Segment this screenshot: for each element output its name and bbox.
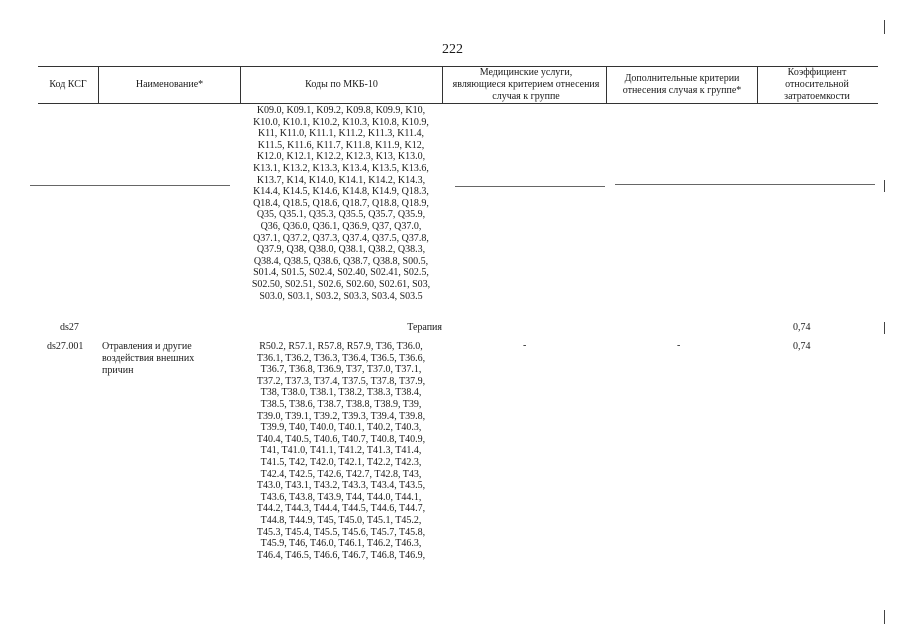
header-extra-criteria: Дополнительные критерии отнесения случая к группе* (622, 72, 742, 96)
code-line: K11.5, K11.6, K11.7, K11.8, K11.9, K12, (257, 139, 425, 151)
code-line: T43.6, T43.8, T43.9, T44, T44.0, T44.1, (260, 491, 422, 503)
code-line: T41, T41.0, T41.1, T41.2, T41.3, T41.4, (260, 445, 422, 457)
scan-artifact-mark (884, 610, 885, 624)
code-line: S01.4, S01.5, S02.4, S02.40, S02.41, S02.5, (253, 267, 429, 279)
code-line: T38, T38.0, T38.1, T38.2, T38.3, T38.4, (260, 387, 422, 399)
code-line: Q35, Q35.1, Q35.3, Q35.5, Q35.7, Q35.9, (256, 209, 426, 221)
code-line: T39.0, T39.1, T39.2, T39.3, T39.4, T39.8, (256, 410, 426, 422)
code-line: Q37.1, Q37.2, Q37.3, Q37.4, Q37.5, Q37.8, (253, 232, 429, 244)
code-line: K12.0, K12.1, K12.2, K12.3, K13, K13.0, (256, 151, 426, 163)
code-line: K09.0, K09.1, K09.2, K09.8, K09.9, K10, (256, 105, 426, 116)
continuation-codes-cell (240, 105, 442, 302)
header-bottom-rule (38, 103, 878, 104)
scan-artifact-line (455, 186, 605, 187)
item-name-line: Отравления и другие (102, 341, 192, 352)
page-number: 222 (442, 42, 463, 57)
item-codes-cell (240, 341, 442, 561)
scan-artifact-mark (884, 180, 885, 192)
code-line: K13.7, K14, K14.0, K14.1, K14.2, K14.3, (256, 174, 426, 186)
code-line: R50.2, R57.1, R57.8, R57.9, T36, T36.0, (259, 341, 423, 352)
code-line: T43.0, T43.1, T43.2, T43.3, T43.4, T43.5, (256, 480, 426, 492)
column-divider (442, 66, 443, 103)
code-line: T36.1, T36.2, T36.3, T36.4, T36.5, T36.6, (256, 352, 426, 364)
column-divider (606, 66, 607, 103)
code-line: Q36, Q36.0, Q36.1, Q36.9, Q37, Q37.0, (260, 220, 422, 232)
scan-artifact-mark (884, 20, 885, 34)
code-line: T40.4, T40.5, T40.6, T40.7, T40.8, T40.9, (256, 433, 426, 445)
code-line: T37.2, T37.3, T37.4, T37.5, T37.8, T37.9, (256, 375, 426, 387)
code-line: T39.9, T40, T40.0, T40.1, T40.2, T40.3, (260, 422, 422, 434)
header-ksg-code: Код КСГ (49, 78, 87, 90)
scan-artifact-mark (884, 322, 885, 334)
scan-artifact-line (30, 185, 230, 186)
code-line: T44.8, T44.9, T45, T45.0, T45.1, T45.2, (260, 514, 422, 526)
item-name-line: причин (102, 365, 134, 376)
header-coefficient: Коэффициент относительной затратоемкости (784, 66, 850, 102)
code-line: K13.1, K13.2, K13.3, K13.4, K13.5, K13.6, (253, 162, 429, 174)
code-line: K10.0, K10.1, K10.2, K10.3, K10.8, K10.9, (253, 116, 429, 128)
code-line: Q38.4, Q38.5, Q38.6, Q38.7, Q38.8, S00.5, (253, 255, 429, 267)
code-line: T45.9, T46, T46.0, T46.1, T46.2, T46.3, (260, 538, 422, 550)
group-coefficient: 0,74 (793, 322, 811, 333)
code-line: T45.3, T45.4, T45.5, T45.6, T45.7, T45.8, (256, 526, 426, 538)
code-line: S03.0, S03.1, S03.2, S03.3, S03.4, S03.5 (259, 290, 423, 302)
code-line: T44.2, T44.3, T44.4, T44.5, T44.6, T44.7, (256, 503, 426, 515)
group-profile: Терапия (407, 322, 442, 333)
group-code: ds27 (60, 322, 79, 333)
code-line: Q37.9, Q38, Q38.0, Q38.1, Q38.2, Q38.3, (256, 244, 426, 256)
code-line: T46.4, T46.5, T46.6, T46.7, T46.8, T46.9, (256, 549, 426, 561)
item-name-line: воздействия внешних (102, 353, 195, 364)
header-mkb-codes: Коды по МКБ-10 (305, 78, 378, 90)
code-line: K14.4, K14.5, K14.6, K14.8, K14.9, Q18.3, (253, 186, 429, 198)
code-line: S02.50, S02.51, S02.6, S02.60, S02.61, S03, (251, 278, 431, 290)
med-services-value: - (523, 340, 527, 351)
code-line: T36.7, T36.8, T36.9, T37, T37.0, T37.1, (260, 364, 422, 376)
column-divider (757, 66, 758, 103)
header-med-services: Медицинские услуги, являющиеся критерием отнесения случая к группе (452, 66, 600, 102)
header-name: Наименование* (135, 78, 204, 90)
code-line: T42.4, T42.5, T42.6, T42.7, T42.8, T43, (260, 468, 422, 480)
code-line: K11, K11.0, K11.1, K11.2, K11.3, K11.4, (257, 128, 425, 140)
extra-criteria-value: - (677, 340, 681, 351)
code-line: T41.5, T42, T42.0, T42.1, T42.2, T42.3, (260, 456, 422, 468)
item-name (102, 341, 238, 377)
code-line: T38.5, T38.6, T38.7, T38.8, T38.9, T39, (260, 398, 422, 410)
item-coefficient: 0,74 (793, 341, 811, 352)
scan-artifact-line (615, 184, 875, 185)
item-code: ds27.001 (47, 341, 84, 352)
code-line: Q18.4, Q18.5, Q18.6, Q18.7, Q18.8, Q18.9, (253, 197, 429, 209)
